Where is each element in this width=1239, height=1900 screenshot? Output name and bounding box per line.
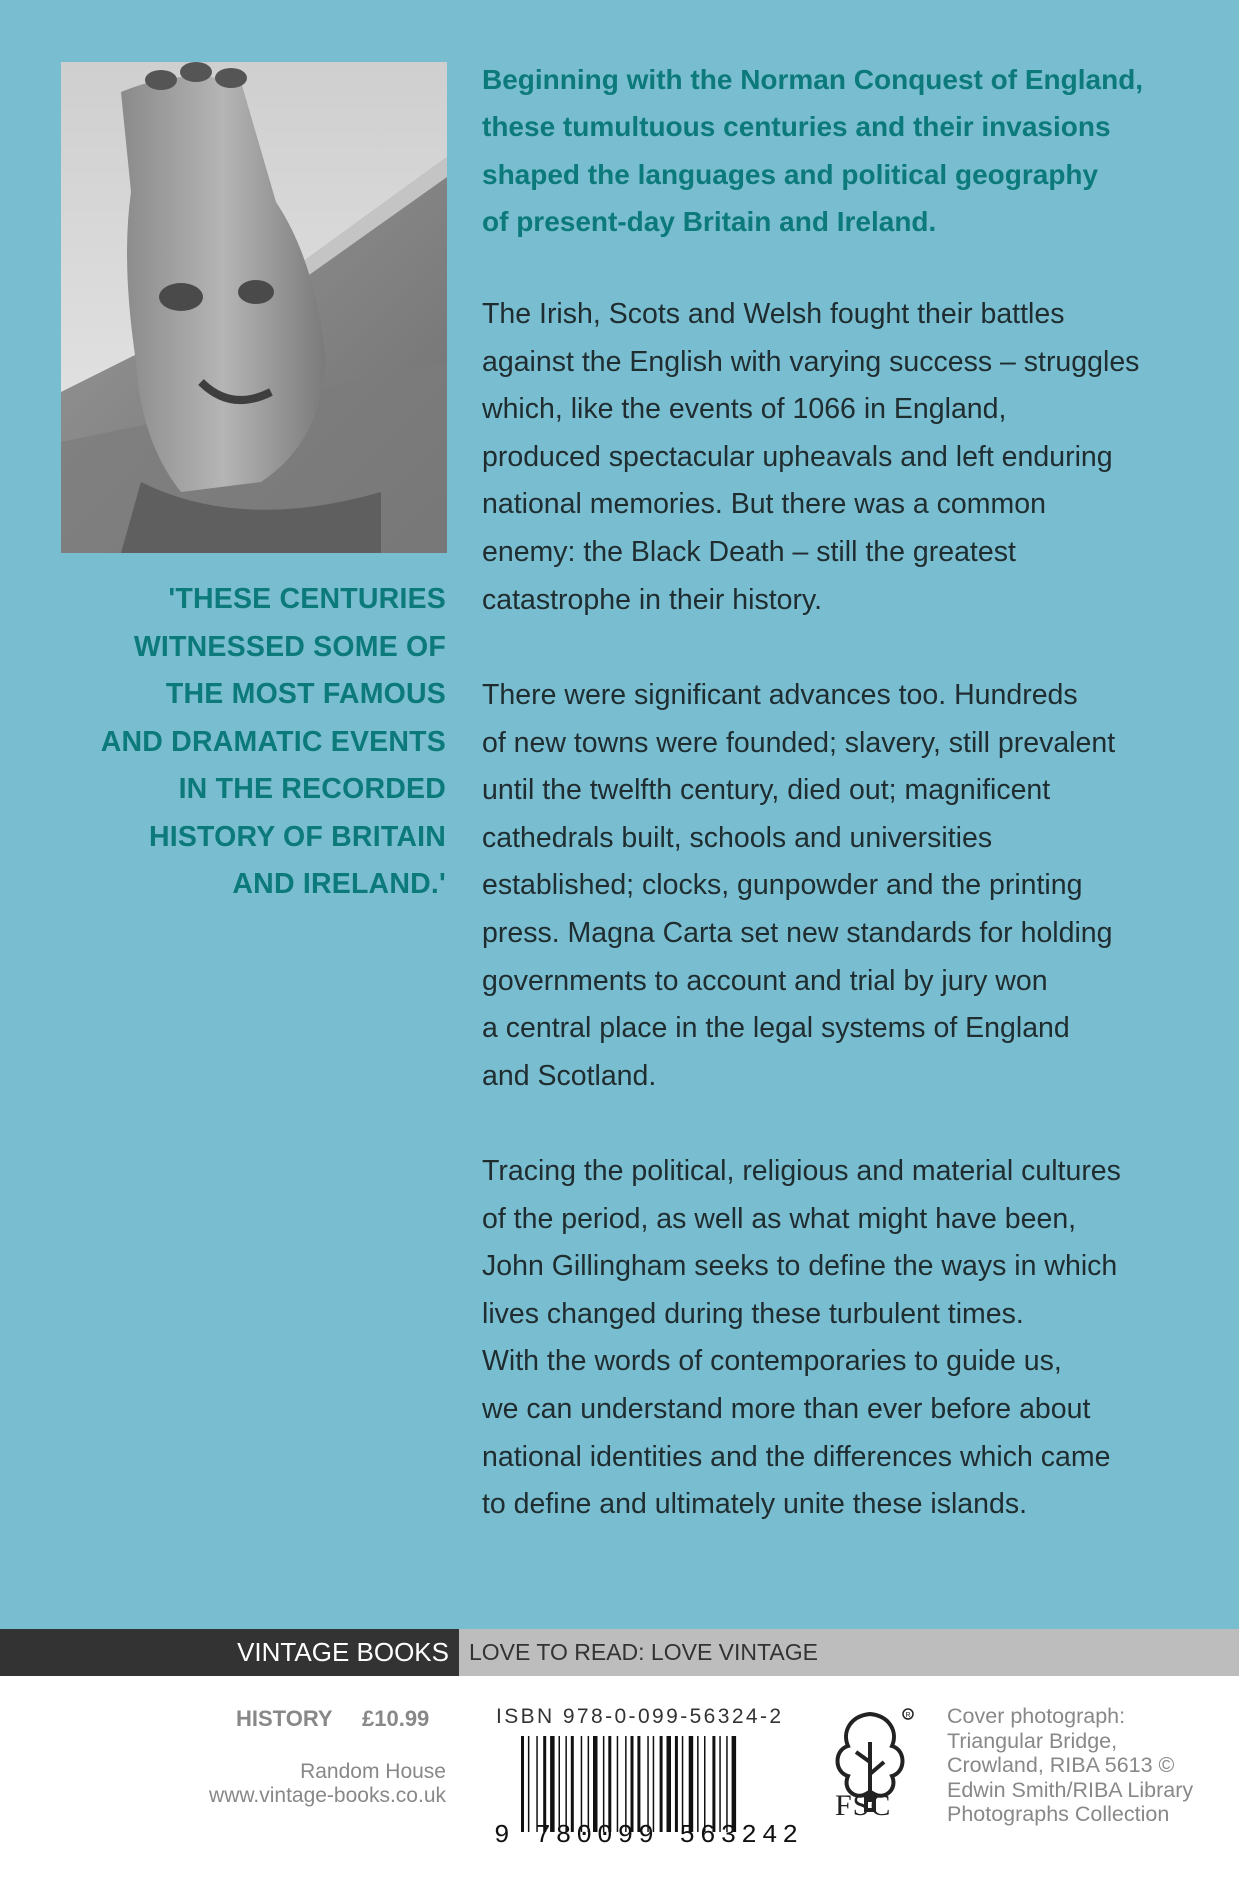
barcode-bar [521, 1736, 524, 1832]
barcode-bar [675, 1736, 678, 1832]
barcode-digits: 9 780099 563242 [494, 1820, 804, 1850]
barcode-bar [603, 1736, 605, 1832]
barcode-bar [565, 1736, 567, 1832]
barcode-bar [704, 1736, 706, 1832]
body-line: until the twelfth century, died out; magnificent [482, 774, 1051, 807]
body-line: John Gillingham seeks to define the ways in which [482, 1250, 1118, 1283]
publisher-name: VINTAGE BOOKS [0, 1629, 459, 1676]
credit-line: Photographs Collection [947, 1802, 1170, 1826]
barcode-bar [653, 1736, 655, 1832]
body-line: established; clocks, gunpowder and the printing [482, 869, 1083, 902]
pull-quote-line: 'THESE CENTURIES [168, 583, 446, 615]
pull-quote-line: WITNESSED SOME OF [133, 630, 446, 663]
pull-quote-line: THE MOST FAMOUS [165, 678, 446, 710]
barcode-bar [543, 1736, 546, 1832]
cover-credit [947, 1704, 1193, 1827]
body-line: national memories. But there was a common [482, 488, 1046, 521]
body-line: With the words of contemporaries to guide us, [482, 1345, 1062, 1378]
body-paragraph-1 [482, 291, 1222, 624]
barcode-bar [625, 1736, 627, 1832]
barcode-bar [550, 1736, 555, 1832]
pull-quote [40, 576, 446, 909]
body-line: catastrophe in their history. [482, 583, 823, 616]
isbn-label: ISBN 978-0-099-56324-2 [496, 1705, 784, 1728]
publisher-slogan: LOVE TO READ: LOVE VINTAGE [459, 1629, 1239, 1676]
barcode-bar [631, 1736, 634, 1832]
barcode-bar [536, 1736, 538, 1832]
pull-quote-line: HISTORY OF BRITAIN [148, 820, 446, 853]
credit-line: Triangular Bridge, [947, 1728, 1118, 1753]
cover-photo [61, 62, 447, 553]
fsc-label: FSC [835, 1789, 892, 1822]
lead-line: shaped the languages and political geography [482, 158, 1099, 190]
svg-text:R: R [905, 1712, 911, 1719]
body-line: enemy: the Black Death – still the greatest [482, 535, 1016, 568]
body-line: and Scotland. [482, 1059, 657, 1092]
body-line: cathedrals built, schools and universities [482, 821, 993, 854]
pull-quote-line: AND IRELAND.' [232, 868, 446, 900]
barcode-bar [732, 1736, 737, 1832]
lead-line: Beginning with the Norman Conquest of England, [482, 64, 1144, 95]
barcode-bar [593, 1736, 598, 1832]
category-label: HISTORY [236, 1706, 333, 1731]
barcode-bar [559, 1736, 561, 1832]
barcode-bar [712, 1736, 715, 1832]
barcode-bar [588, 1736, 590, 1832]
body-line: of new towns were founded; slavery, still prevalent [482, 726, 1116, 759]
barcode-bar [581, 1736, 583, 1832]
body-line: lives changed during these turbulent times. [482, 1297, 1024, 1330]
body-paragraph-2 [482, 672, 1222, 1100]
body-line: of the period, as well as what might have been, [482, 1202, 1077, 1235]
body-line: There were significant advances too. Hundreds [482, 679, 1078, 711]
publisher-band [0, 1629, 1239, 1676]
barcode-bar [608, 1736, 611, 1832]
credit-line: Crowland, RIBA 5613 © [947, 1753, 1175, 1777]
imprint-name: Random House [300, 1760, 446, 1783]
barcode-bar [647, 1736, 649, 1832]
pull-quote-line: AND DRAMATIC EVENTS [100, 725, 446, 758]
barcode-bar [617, 1736, 619, 1832]
imprint [209, 1760, 446, 1808]
barcode-bar [528, 1736, 530, 1832]
barcode-bar [726, 1736, 728, 1832]
body-line: governments to account and trial by jury won [482, 964, 1048, 997]
barcode-bar [667, 1736, 672, 1832]
body-line: Tracing the political, religious and material cultures [482, 1155, 1121, 1187]
body-line: a central place in the legal systems of England [482, 1012, 1070, 1045]
body-line: we can understand more than ever before about [482, 1392, 1091, 1425]
barcode-bar [697, 1736, 699, 1832]
body-line: against the English with varying success – struggles [482, 345, 1140, 378]
barcode-bar [637, 1736, 640, 1832]
lead-line: of present-day Britain and Ireland. [482, 205, 937, 237]
body-line: The Irish, Scots and Welsh fought their battles [482, 298, 1065, 330]
body-line: to define and ultimately unite these islands. [482, 1488, 1028, 1521]
barcode-bar [660, 1736, 663, 1832]
credit-line: Cover photograph: [947, 1704, 1126, 1728]
barcode-bar [682, 1736, 684, 1832]
body-line: which, like the events of 1066 in England, [482, 393, 1007, 426]
pull-quote-line: IN THE RECORDED [178, 773, 446, 805]
barcode [521, 1736, 780, 1832]
barcode-bar [719, 1736, 721, 1832]
footer-panel [0, 1676, 1239, 1900]
barcode-bar [689, 1736, 694, 1832]
barcode-bar [571, 1736, 574, 1832]
price-label: £10.99 [362, 1706, 430, 1731]
body-line: produced spectacular upheavals and left enduring [482, 440, 1113, 473]
lead-line: these tumultuous centuries and their invasions [482, 111, 1111, 143]
lead-paragraph [482, 56, 1222, 245]
body-line: national identities and the differences which came [482, 1440, 1111, 1473]
imprint-url: www.vintage-books.co.uk [209, 1784, 446, 1807]
body-paragraph-3 [482, 1148, 1222, 1529]
credit-line: Edwin Smith/RIBA Library [947, 1777, 1194, 1802]
body-line: press. Magna Carta set new standards for holding [482, 916, 1113, 949]
